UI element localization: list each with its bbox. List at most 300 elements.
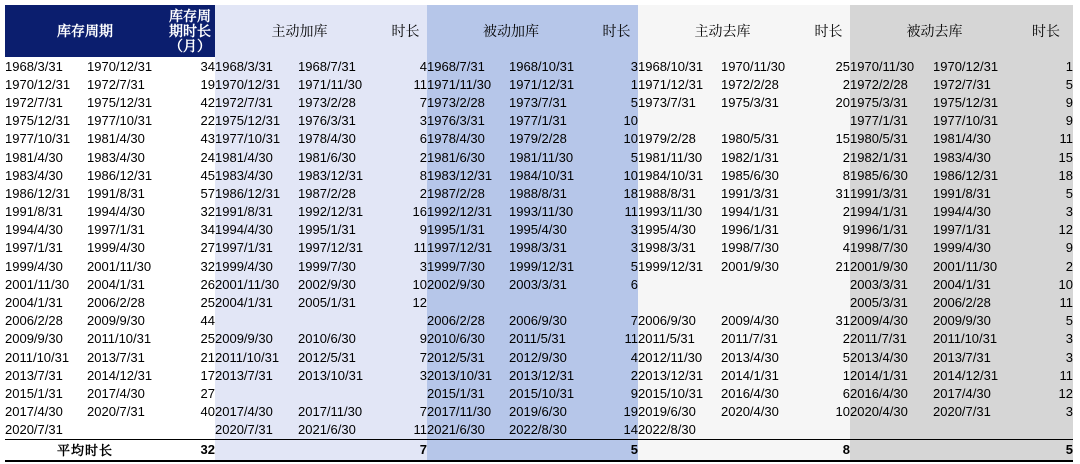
active-restock-start-cell: 1983/4/30 <box>215 166 298 184</box>
cycle-start-cell: 2006/2/28 <box>5 312 87 330</box>
cycle-duration-cell: 25 <box>165 330 215 348</box>
cycle-start-cell: 2009/9/30 <box>5 330 87 348</box>
active-restock-end-cell: 1978/4/30 <box>298 130 384 148</box>
cycle-start-cell: 2011/10/31 <box>5 348 87 366</box>
active-restock-start-cell: 1997/1/31 <box>215 239 298 257</box>
passive-destock-duration-cell: 9 <box>1019 93 1073 111</box>
active-restock-start-cell: 1986/12/31 <box>215 184 298 202</box>
active-destock-start-cell: 2015/10/31 <box>638 384 721 402</box>
active-destock-duration-cell: 9 <box>807 221 850 239</box>
cycle-duration-cell: 27 <box>165 384 215 402</box>
active-destock-duration-cell: 2 <box>807 75 850 93</box>
inventory-cycle-table <box>5 5 1073 462</box>
header-passive-destock-duration: 时长 <box>1019 5 1073 57</box>
passive-destock-duration-cell: 3 <box>1019 403 1073 421</box>
active-destock-duration-cell: 31 <box>807 184 850 202</box>
passive-restock-duration-cell: 11 <box>595 330 638 348</box>
passive-destock-duration-cell: 11 <box>1019 366 1073 384</box>
passive-restock-end-cell: 1984/10/31 <box>509 166 595 184</box>
active-destock-start-cell: 1984/10/31 <box>638 166 721 184</box>
table-row <box>5 184 1073 202</box>
active-restock-duration-cell: 8 <box>384 166 427 184</box>
passive-destock-start-cell: 1998/7/30 <box>850 239 933 257</box>
active-restock-end-cell: 1983/12/31 <box>298 166 384 184</box>
cycle-end-cell: 2017/4/30 <box>87 384 165 402</box>
table-row <box>5 312 1073 330</box>
table-row <box>5 112 1073 130</box>
cycle-end-cell <box>87 421 165 440</box>
table-row <box>5 257 1073 275</box>
passive-restock-start-cell: 1987/2/28 <box>427 184 509 202</box>
passive-restock-duration-cell: 3 <box>595 57 638 75</box>
active-destock-start-cell: 2022/8/30 <box>638 421 721 440</box>
passive-destock-end-cell: 2009/9/30 <box>933 312 1019 330</box>
passive-destock-start-cell: 2011/7/31 <box>850 330 933 348</box>
active-restock-start-cell: 2004/1/31 <box>215 293 298 311</box>
passive-restock-end-cell: 2015/10/31 <box>509 384 595 402</box>
active-destock-duration-cell: 15 <box>807 130 850 148</box>
active-destock-end-cell: 2014/1/31 <box>721 366 807 384</box>
passive-destock-end-cell: 2013/7/31 <box>933 348 1019 366</box>
cycle-end-cell: 2014/12/31 <box>87 366 165 384</box>
passive-destock-start-cell: 2003/3/31 <box>850 275 933 293</box>
active-restock-end-cell: 1992/12/31 <box>298 203 384 221</box>
cycle-end-cell: 1994/4/30 <box>87 203 165 221</box>
cycle-start-cell: 1986/12/31 <box>5 184 87 202</box>
passive-restock-start-cell: 2015/1/31 <box>427 384 509 402</box>
passive-restock-duration-cell: 14 <box>595 421 638 440</box>
passive-destock-start-cell <box>850 421 933 440</box>
passive-destock-duration-cell: 3 <box>1019 203 1073 221</box>
active-destock-end-cell <box>721 293 807 311</box>
active-destock-end-cell: 2001/9/30 <box>721 257 807 275</box>
active-destock-duration-cell: 4 <box>807 239 850 257</box>
cycle-start-cell: 1970/12/31 <box>5 75 87 93</box>
passive-restock-duration-cell <box>595 293 638 311</box>
passive-restock-start-cell: 1983/12/31 <box>427 166 509 184</box>
cycle-start-cell: 2020/7/31 <box>5 421 87 440</box>
cycle-end-cell: 1970/12/31 <box>87 57 165 75</box>
table-row <box>5 57 1073 75</box>
active-destock-end-cell: 1970/11/30 <box>721 57 807 75</box>
active-destock-start-cell <box>638 275 721 293</box>
passive-restock-duration-cell: 10 <box>595 166 638 184</box>
active-restock-duration-cell: 11 <box>384 239 427 257</box>
cycle-duration-cell: 22 <box>165 112 215 130</box>
active-restock-end-cell <box>298 312 384 330</box>
active-restock-start-cell: 1968/3/31 <box>215 57 298 75</box>
header-active-restock-duration: 时长 <box>384 5 427 57</box>
active-destock-start-cell: 1981/11/30 <box>638 148 721 166</box>
passive-destock-start-cell: 1977/1/31 <box>850 112 933 130</box>
passive-destock-duration-cell: 5 <box>1019 184 1073 202</box>
active-restock-end-cell: 1999/7/30 <box>298 257 384 275</box>
cycle-end-cell: 1972/7/31 <box>87 75 165 93</box>
passive-destock-end-cell: 2014/12/31 <box>933 366 1019 384</box>
passive-restock-end-cell: 1998/3/31 <box>509 239 595 257</box>
active-destock-end-cell: 2020/4/30 <box>721 403 807 421</box>
average-passive-restock-spacer <box>427 439 595 461</box>
active-destock-duration-cell: 10 <box>807 403 850 421</box>
cycle-start-cell: 2017/4/30 <box>5 403 87 421</box>
passive-destock-end-cell: 1977/10/31 <box>933 112 1019 130</box>
cycle-duration-cell: 17 <box>165 366 215 384</box>
passive-restock-start-cell: 1999/7/30 <box>427 257 509 275</box>
passive-restock-duration-cell: 3 <box>595 239 638 257</box>
passive-restock-end-cell: 2012/9/30 <box>509 348 595 366</box>
active-restock-end-cell: 1971/11/30 <box>298 75 384 93</box>
passive-restock-duration-cell: 10 <box>595 130 638 148</box>
active-destock-duration-cell: 20 <box>807 93 850 111</box>
active-restock-start-cell <box>215 312 298 330</box>
cycle-duration-cell: 45 <box>165 166 215 184</box>
passive-restock-duration-cell: 5 <box>595 257 638 275</box>
passive-destock-start-cell: 2014/1/31 <box>850 366 933 384</box>
active-restock-duration-cell <box>384 312 427 330</box>
cycle-duration-cell: 43 <box>165 130 215 148</box>
passive-destock-duration-cell: 5 <box>1019 75 1073 93</box>
passive-restock-duration-cell: 7 <box>595 312 638 330</box>
table-row <box>5 221 1073 239</box>
active-restock-end-cell: 1987/2/28 <box>298 184 384 202</box>
passive-restock-duration-cell: 1 <box>595 75 638 93</box>
active-restock-end-cell: 1976/3/31 <box>298 112 384 130</box>
active-restock-duration-cell: 2 <box>384 148 427 166</box>
active-restock-duration-cell: 2 <box>384 184 427 202</box>
passive-destock-end-cell: 1999/4/30 <box>933 239 1019 257</box>
average-passive-destock-spacer <box>850 439 1019 461</box>
table-row <box>5 239 1073 257</box>
active-restock-start-cell: 2020/7/31 <box>215 421 298 440</box>
active-restock-duration-cell: 4 <box>384 57 427 75</box>
passive-destock-start-cell: 1996/1/31 <box>850 221 933 239</box>
passive-restock-end-cell: 1988/8/31 <box>509 184 595 202</box>
passive-destock-end-cell: 2004/1/31 <box>933 275 1019 293</box>
active-destock-end-cell: 1991/3/31 <box>721 184 807 202</box>
cycle-start-cell: 2001/11/30 <box>5 275 87 293</box>
cycle-start-cell: 1972/7/31 <box>5 93 87 111</box>
passive-restock-duration-cell: 3 <box>595 221 638 239</box>
active-restock-start-cell: 1999/4/30 <box>215 257 298 275</box>
passive-restock-duration-cell: 5 <box>595 148 638 166</box>
active-destock-start-cell: 1973/7/31 <box>638 93 721 111</box>
passive-restock-end-cell: 2013/12/31 <box>509 366 595 384</box>
active-restock-duration-cell: 3 <box>384 257 427 275</box>
passive-destock-start-cell: 1972/2/28 <box>850 75 933 93</box>
cycle-end-cell: 1997/1/31 <box>87 221 165 239</box>
passive-restock-start-cell: 2013/10/31 <box>427 366 509 384</box>
cycle-start-cell: 2004/1/31 <box>5 293 87 311</box>
average-active-destock-value: 8 <box>807 439 850 461</box>
active-destock-start-cell: 1993/11/30 <box>638 203 721 221</box>
passive-destock-duration-cell: 2 <box>1019 257 1073 275</box>
passive-destock-end-cell: 1970/12/31 <box>933 57 1019 75</box>
active-restock-start-cell: 1977/10/31 <box>215 130 298 148</box>
table-row <box>5 275 1073 293</box>
active-destock-end-cell: 1982/1/31 <box>721 148 807 166</box>
passive-destock-end-cell: 1981/4/30 <box>933 130 1019 148</box>
active-destock-duration-cell: 21 <box>807 257 850 275</box>
passive-destock-end-cell: 1997/1/31 <box>933 221 1019 239</box>
active-destock-start-cell: 1979/2/28 <box>638 130 721 148</box>
passive-restock-start-cell: 1992/12/31 <box>427 203 509 221</box>
passive-destock-duration-cell: 18 <box>1019 166 1073 184</box>
cycle-duration-cell: 42 <box>165 93 215 111</box>
active-restock-start-cell: 1970/12/31 <box>215 75 298 93</box>
passive-restock-end-cell: 1993/11/30 <box>509 203 595 221</box>
cycle-duration-cell: 21 <box>165 348 215 366</box>
active-restock-duration-cell: 7 <box>384 348 427 366</box>
passive-restock-duration-cell: 19 <box>595 403 638 421</box>
cycle-duration-cell: 34 <box>165 57 215 75</box>
cycle-start-cell: 1983/4/30 <box>5 166 87 184</box>
average-active-restock-value: 7 <box>384 439 427 461</box>
average-active-restock-spacer <box>215 439 384 461</box>
active-restock-end-cell <box>298 384 384 402</box>
table-row <box>5 130 1073 148</box>
passive-restock-start-cell: 1968/7/31 <box>427 57 509 75</box>
cycle-end-cell: 2020/7/31 <box>87 403 165 421</box>
active-restock-start-cell: 2013/7/31 <box>215 366 298 384</box>
header-cycle: 库存周期 <box>5 5 165 57</box>
cycle-duration-cell: 25 <box>165 293 215 311</box>
passive-restock-start-cell: 1997/12/31 <box>427 239 509 257</box>
active-restock-duration-cell: 12 <box>384 293 427 311</box>
active-destock-start-cell <box>638 293 721 311</box>
cycle-end-cell: 1986/12/31 <box>87 166 165 184</box>
passive-destock-duration-cell: 3 <box>1019 348 1073 366</box>
passive-restock-end-cell: 1999/12/31 <box>509 257 595 275</box>
active-restock-start-cell: 1981/4/30 <box>215 148 298 166</box>
table-row <box>5 75 1073 93</box>
table-row <box>5 366 1073 384</box>
average-row <box>5 439 1073 461</box>
active-destock-end-cell: 2013/4/30 <box>721 348 807 366</box>
active-destock-start-cell: 2019/6/30 <box>638 403 721 421</box>
passive-destock-start-cell: 1985/6/30 <box>850 166 933 184</box>
passive-destock-start-cell: 1994/1/31 <box>850 203 933 221</box>
active-restock-duration-cell: 9 <box>384 330 427 348</box>
passive-restock-end-cell: 2019/6/30 <box>509 403 595 421</box>
active-restock-start-cell <box>215 384 298 402</box>
active-destock-start-cell: 2011/5/31 <box>638 330 721 348</box>
active-destock-duration-cell: 2 <box>807 203 850 221</box>
cycle-end-cell: 1975/12/31 <box>87 93 165 111</box>
active-restock-start-cell: 1975/12/31 <box>215 112 298 130</box>
active-destock-start-cell: 1998/3/31 <box>638 239 721 257</box>
cycle-duration-cell: 19 <box>165 75 215 93</box>
passive-destock-start-cell: 1980/5/31 <box>850 130 933 148</box>
active-destock-end-cell: 1998/7/30 <box>721 239 807 257</box>
passive-restock-start-cell: 1981/6/30 <box>427 148 509 166</box>
passive-destock-end-cell: 2020/7/31 <box>933 403 1019 421</box>
active-restock-end-cell: 1995/1/31 <box>298 221 384 239</box>
passive-destock-end-cell: 1975/12/31 <box>933 93 1019 111</box>
active-destock-end-cell: 1985/6/30 <box>721 166 807 184</box>
average-active-destock-spacer <box>638 439 807 461</box>
passive-destock-end-cell: 2001/11/30 <box>933 257 1019 275</box>
passive-restock-start-cell: 1978/4/30 <box>427 130 509 148</box>
passive-destock-start-cell: 1975/3/31 <box>850 93 933 111</box>
passive-destock-duration-cell: 3 <box>1019 330 1073 348</box>
passive-destock-duration-cell: 11 <box>1019 130 1073 148</box>
table-row <box>5 93 1073 111</box>
header-active-destock-duration: 时长 <box>807 5 850 57</box>
active-restock-start-cell: 1994/4/30 <box>215 221 298 239</box>
average-label: 平均时长 <box>5 439 165 461</box>
cycle-start-cell: 1968/3/31 <box>5 57 87 75</box>
passive-restock-end-cell: 2011/5/31 <box>509 330 595 348</box>
passive-restock-start-cell: 1976/3/31 <box>427 112 509 130</box>
active-destock-start-cell: 1988/8/31 <box>638 184 721 202</box>
passive-destock-end-cell <box>933 421 1019 440</box>
passive-restock-duration-cell: 2 <box>595 366 638 384</box>
passive-restock-duration-cell: 5 <box>595 93 638 111</box>
active-destock-end-cell: 1996/1/31 <box>721 221 807 239</box>
active-destock-end-cell: 2016/4/30 <box>721 384 807 402</box>
header-active-destock: 主动去库 <box>638 5 807 57</box>
active-destock-end-cell: 1980/5/31 <box>721 130 807 148</box>
active-restock-start-cell: 1972/7/31 <box>215 93 298 111</box>
passive-restock-end-cell: 2006/9/30 <box>509 312 595 330</box>
active-destock-end-cell: 2011/7/31 <box>721 330 807 348</box>
cycle-end-cell: 1977/10/31 <box>87 112 165 130</box>
cycle-end-cell: 2001/11/30 <box>87 257 165 275</box>
active-restock-duration-cell <box>384 384 427 402</box>
passive-restock-start-cell <box>427 293 509 311</box>
active-restock-duration-cell: 7 <box>384 403 427 421</box>
table-row <box>5 384 1073 402</box>
active-destock-duration-cell <box>807 275 850 293</box>
passive-restock-end-cell: 1968/10/31 <box>509 57 595 75</box>
cycle-end-cell: 1983/4/30 <box>87 148 165 166</box>
passive-restock-duration-cell: 18 <box>595 184 638 202</box>
passive-destock-start-cell: 2001/9/30 <box>850 257 933 275</box>
active-destock-duration-cell: 5 <box>807 348 850 366</box>
active-restock-end-cell: 2017/11/30 <box>298 403 384 421</box>
active-destock-start-cell: 2012/11/30 <box>638 348 721 366</box>
active-restock-duration-cell: 7 <box>384 93 427 111</box>
cycle-end-cell: 1981/4/30 <box>87 130 165 148</box>
passive-destock-duration-cell: 9 <box>1019 239 1073 257</box>
average-cycle-value: 32 <box>165 439 215 461</box>
passive-destock-start-cell: 2020/4/30 <box>850 403 933 421</box>
passive-destock-end-cell: 2017/4/30 <box>933 384 1019 402</box>
active-destock-duration-cell: 6 <box>807 384 850 402</box>
cycle-duration-cell: 57 <box>165 184 215 202</box>
passive-restock-start-cell: 1995/1/31 <box>427 221 509 239</box>
passive-destock-end-cell: 2011/10/31 <box>933 330 1019 348</box>
active-restock-end-cell: 2013/10/31 <box>298 366 384 384</box>
active-destock-end-cell <box>721 421 807 440</box>
active-destock-start-cell: 1999/12/31 <box>638 257 721 275</box>
passive-restock-duration-cell: 11 <box>595 203 638 221</box>
table-row <box>5 148 1073 166</box>
passive-destock-duration-cell: 11 <box>1019 293 1073 311</box>
active-destock-end-cell: 1972/2/28 <box>721 75 807 93</box>
active-restock-end-cell: 2002/9/30 <box>298 275 384 293</box>
cycle-end-cell: 2004/1/31 <box>87 275 165 293</box>
average-passive-restock-value: 5 <box>595 439 638 461</box>
cycle-end-cell: 2011/10/31 <box>87 330 165 348</box>
table-row <box>5 403 1073 421</box>
passive-destock-duration-cell: 12 <box>1019 384 1073 402</box>
active-destock-start-cell: 1995/4/30 <box>638 221 721 239</box>
active-restock-duration-cell: 3 <box>384 112 427 130</box>
passive-restock-start-cell: 2021/6/30 <box>427 421 509 440</box>
passive-restock-duration-cell: 6 <box>595 275 638 293</box>
table-body <box>5 57 1073 439</box>
active-restock-duration-cell: 9 <box>384 221 427 239</box>
cycle-start-cell: 2015/1/31 <box>5 384 87 402</box>
active-restock-start-cell: 2011/10/31 <box>215 348 298 366</box>
header-period-length <box>165 5 215 57</box>
passive-destock-start-cell: 1982/1/31 <box>850 148 933 166</box>
passive-restock-duration-cell: 4 <box>595 348 638 366</box>
passive-restock-start-cell: 2012/5/31 <box>427 348 509 366</box>
passive-destock-end-cell: 1986/12/31 <box>933 166 1019 184</box>
active-destock-duration-cell <box>807 421 850 440</box>
active-restock-duration-cell: 6 <box>384 130 427 148</box>
cycle-duration-cell: 24 <box>165 148 215 166</box>
active-restock-end-cell: 1973/2/28 <box>298 93 384 111</box>
passive-restock-start-cell: 1971/11/30 <box>427 75 509 93</box>
active-destock-start-cell <box>638 112 721 130</box>
header-period-line3: （月） <box>169 37 211 54</box>
average-passive-destock-value: 5 <box>1019 439 1073 461</box>
cycle-start-cell: 1975/12/31 <box>5 112 87 130</box>
passive-destock-start-cell: 1970/11/30 <box>850 57 933 75</box>
passive-destock-duration-cell: 15 <box>1019 148 1073 166</box>
cycle-duration-cell: 44 <box>165 312 215 330</box>
active-restock-start-cell: 1991/8/31 <box>215 203 298 221</box>
passive-destock-duration-cell <box>1019 421 1073 440</box>
passive-destock-end-cell: 1994/4/30 <box>933 203 1019 221</box>
active-destock-duration-cell: 2 <box>807 148 850 166</box>
table-row <box>5 293 1073 311</box>
active-destock-start-cell: 2006/9/30 <box>638 312 721 330</box>
passive-restock-end-cell: 2022/8/30 <box>509 421 595 440</box>
table-row <box>5 166 1073 184</box>
passive-destock-duration-cell: 12 <box>1019 221 1073 239</box>
cycle-duration-cell: 34 <box>165 221 215 239</box>
passive-destock-start-cell: 1991/3/31 <box>850 184 933 202</box>
table-row <box>5 203 1073 221</box>
cycle-duration-cell: 40 <box>165 403 215 421</box>
active-destock-end-cell <box>721 275 807 293</box>
active-destock-end-cell <box>721 112 807 130</box>
passive-destock-end-cell: 1972/7/31 <box>933 75 1019 93</box>
active-destock-start-cell: 1971/12/31 <box>638 75 721 93</box>
active-destock-end-cell: 2009/4/30 <box>721 312 807 330</box>
passive-destock-duration-cell: 10 <box>1019 275 1073 293</box>
active-restock-end-cell: 1968/7/31 <box>298 57 384 75</box>
passive-restock-duration-cell: 10 <box>595 112 638 130</box>
passive-restock-end-cell: 1995/4/30 <box>509 221 595 239</box>
active-restock-start-cell: 2001/11/30 <box>215 275 298 293</box>
cycle-duration-cell: 32 <box>165 257 215 275</box>
active-restock-end-cell: 2010/6/30 <box>298 330 384 348</box>
passive-destock-end-cell: 2006/2/28 <box>933 293 1019 311</box>
active-destock-duration-cell: 2 <box>807 330 850 348</box>
active-restock-end-cell: 2021/6/30 <box>298 421 384 440</box>
header-passive-restock: 被动加库 <box>427 5 595 57</box>
passive-restock-end-cell: 1977/1/31 <box>509 112 595 130</box>
header-period-line2: 期时长 <box>169 22 211 39</box>
cycle-start-cell: 1981/4/30 <box>5 148 87 166</box>
passive-destock-start-cell: 2009/4/30 <box>850 312 933 330</box>
header-passive-destock: 被动去库 <box>850 5 1019 57</box>
